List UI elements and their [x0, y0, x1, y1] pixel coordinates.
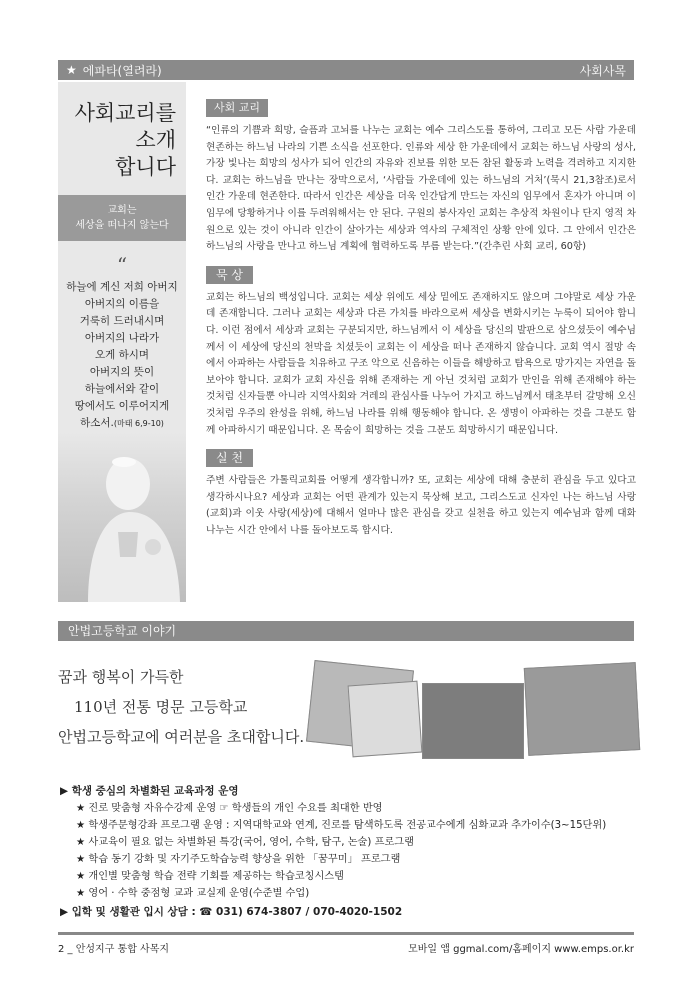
auditorium-photo [524, 662, 640, 756]
prayer-line: 하늘에서와 같이 [84, 383, 160, 395]
slogan-line: 110년 전통 명문 고등학교 [74, 698, 248, 716]
feature-item: ★ 학습 동기 강화 및 자기주도학습능력 향상을 위한 「꿈꾸미」 프로그램 [76, 854, 401, 865]
star-icon: ★ [66, 63, 77, 77]
feature-item: ★ 학생주문형강좌 프로그램 운영 : 지역대학교와 연계, 진로를 탐색하도록 전공교수에게 심화교과 추가이수(3~15단위) [76, 820, 607, 831]
sidebar-subtitle-line: 교회는 [107, 205, 137, 216]
footer-page-info: 2 _ 안성지구 통합 사목지 [58, 944, 170, 955]
prayer-line: 땅에서도 이루어지게 [74, 400, 170, 412]
meditation-text: 교회는 하느님의 백성입니다. 교회는 세상 위에도 세상 밑에도 존재하지도 않으며 그야말로 세상 가운데 존재합니다. 그러나 교회는 세상과 다른 가치를 바라으로써 세상을 변화시키는 누룩이 되어야 합니다. 이런 점에서 세상과 교회는 구분되지만, 하느님께서 이 세상을 당신의 발판으로 삼으셨듯이 예수님께서 이 세상에 당신의 천막을 치셨듯이 교회는 이 세상을 떠나 존재하지 않습니다. 교회 역시 절망 속에서 아파하는 사람들을 치유하고 구조 악으로 신음하는 이들을 해방하고 탐욕으로 망가지는 자연을 돌보아야 합니다. 교회가 교회 자신을 위해 존재하는 게 아닌 것처럼 교회가 만인을 위해 존재해야 하는 것처럼 신자들뿐 아니라 지역사회와 겨레의 관심사를 나누어 가지고 하느님께서 태초부터 갈망해 오신 것처럼 우주의 완성을 위해, 하느님 나라를 위해 행동해야 합니다. 온 생명이 아파하는 것을 그분도 함께 아파하시기 때문입니다. 온 목숨이 희망하는 것을 그분도 희망하시기 때문입니다. [206, 291, 636, 436]
prayer-line: 하늘에 계신 저희 아버지 [66, 281, 178, 293]
sidebar-panel [58, 82, 186, 602]
sidebar-title-line: 합니다 [115, 155, 176, 179]
admission-contact: ▶ 입학 및 생활관 입시 상담 : ☎ 031) 674-3807 / 070-4020-1502 [60, 906, 403, 918]
school-section-bar: 안법고등학교 이야기 [58, 621, 634, 641]
practice-label: 실 천 [206, 449, 253, 467]
pope-figure-icon [58, 432, 186, 602]
lords-prayer [58, 279, 186, 432]
footer-website: 모바일 앱 ggmal.com/홈페이지 www.emps.or.kr [408, 944, 634, 955]
footer-divider [58, 932, 634, 935]
school-photo-collage [310, 655, 640, 765]
main-content [206, 96, 636, 539]
classroom-photo [348, 681, 423, 758]
prayer-line: 아버지의 이름을 [84, 298, 160, 310]
feature-item: ★ 개인별 맞춤형 학습 전략 기회를 제공하는 학습코칭시스템 [76, 871, 344, 882]
section-header-bar [58, 60, 634, 80]
open-quote-icon: “ [116, 253, 128, 277]
sidebar-subtitle-line: 세상을 떠나지 않는다 [75, 220, 169, 231]
page-footer [58, 940, 634, 955]
sidebar-subtitle [58, 195, 186, 241]
sidebar-title-line: 소개 [135, 128, 176, 152]
doctrine-label: 사회 교리 [206, 99, 268, 117]
prayer-line: 오게 하시며 [94, 349, 150, 361]
category-label: 사회사목 [579, 63, 626, 78]
prayer-line-last [58, 415, 186, 432]
pope-photo [58, 432, 186, 602]
slogan-line: 안법고등학교에 여러분을 초대합니다. [58, 728, 305, 746]
feature-item: ★ 사교육이 필요 없는 차별화된 특강(국어, 영어, 수학, 탐구, 논술) 프로그램 [76, 837, 414, 848]
sidebar-title-line: 사회교리를 [74, 101, 176, 125]
prayer-reference: (마태 6,9-10) [113, 419, 164, 428]
practice-text: 주변 사람들은 가톨릭교회를 어떻게 생각합니까? 또, 교회는 세상에 대해 충분히 관심을 두고 있다고 생각하시나요? 세상과 교회는 어떤 관계가 있는지 묵상해 보고, 그리스도교 신자인 나는 하느님 사랑(교회)과 이웃 사랑(세상)에 대해서 얼마나 많은 관심을 갖고 실천을 하고 있는지 예수님과 함께 대화 나누는 시간 안에서 나를 돌아보도록 합시다. [206, 475, 636, 536]
school-slogans [58, 662, 318, 752]
slogan-line: 꿈과 행복이 가득한 [58, 668, 184, 686]
features-heading: ▶ 학생 중심의 차별화된 교육과정 운영 [60, 785, 239, 797]
section-title: 에파타(열려라) [82, 63, 162, 78]
doctrine-text: “인류의 기쁨과 희망, 슬픔과 고뇌를 나누는 교회는 예수 그리스도를 통하여, 그리고 모든 사람 가운데 현존하는 하느님 나라의 기쁜 소식을 선포한다. 인류와 세상 한 가운데에서 교회는 하느님 사랑의 성사, 가장 빛나는 희망의 성사가 되어 인간의 자유와 진보를 위한 모든 참된 활동과 노력을 격려하고 지지한다. 교회는 하느님을 만나는 장막으로서, ‘사람들 가운데에 있는 하느님의 거처’(묵시 21,3참조)로서 인간 가운데 현존한다. 따라서 인간은 세상을 더욱 인간답게 만드는 자신의 임무에서 혼자가 아니며 이 임무에 당황하거나 이를 두려워해서는 안 된다. 구원의 봉사자인 교회는 추상적 차원이나 단지 영적 차원으로 있는 것이 아니라 인간이 살아가는 세상과 역사의 구체적인 상황 안에 있다. 그 안에서 인간은 하느님의 사랑을 만나고 하느님 계획에 협력하도록 부름 받는다.”(간추린 사회 교리, 60항) [206, 125, 636, 253]
section-header-left [66, 62, 162, 79]
prayer-line: 거룩히 드러내시며 [79, 315, 165, 327]
prayer-line: 아버지의 뜻이 [89, 366, 155, 378]
prayer-line: 아버지의 나라가 [84, 332, 160, 344]
sidebar-title [58, 82, 186, 181]
school-features [60, 783, 640, 921]
classroom-photo [422, 683, 524, 759]
prayer-last-text: 하소서. [80, 417, 114, 429]
feature-item: ★ 진로 맞춤형 자유수강제 운영 ☞ 학생들의 개인 수요를 최대한 반영 [76, 803, 383, 814]
feature-item: ★ 영어 · 수학 중점형 교과 교실제 운영(수준별 수업) [76, 888, 310, 899]
meditation-label: 묵 상 [206, 266, 253, 284]
